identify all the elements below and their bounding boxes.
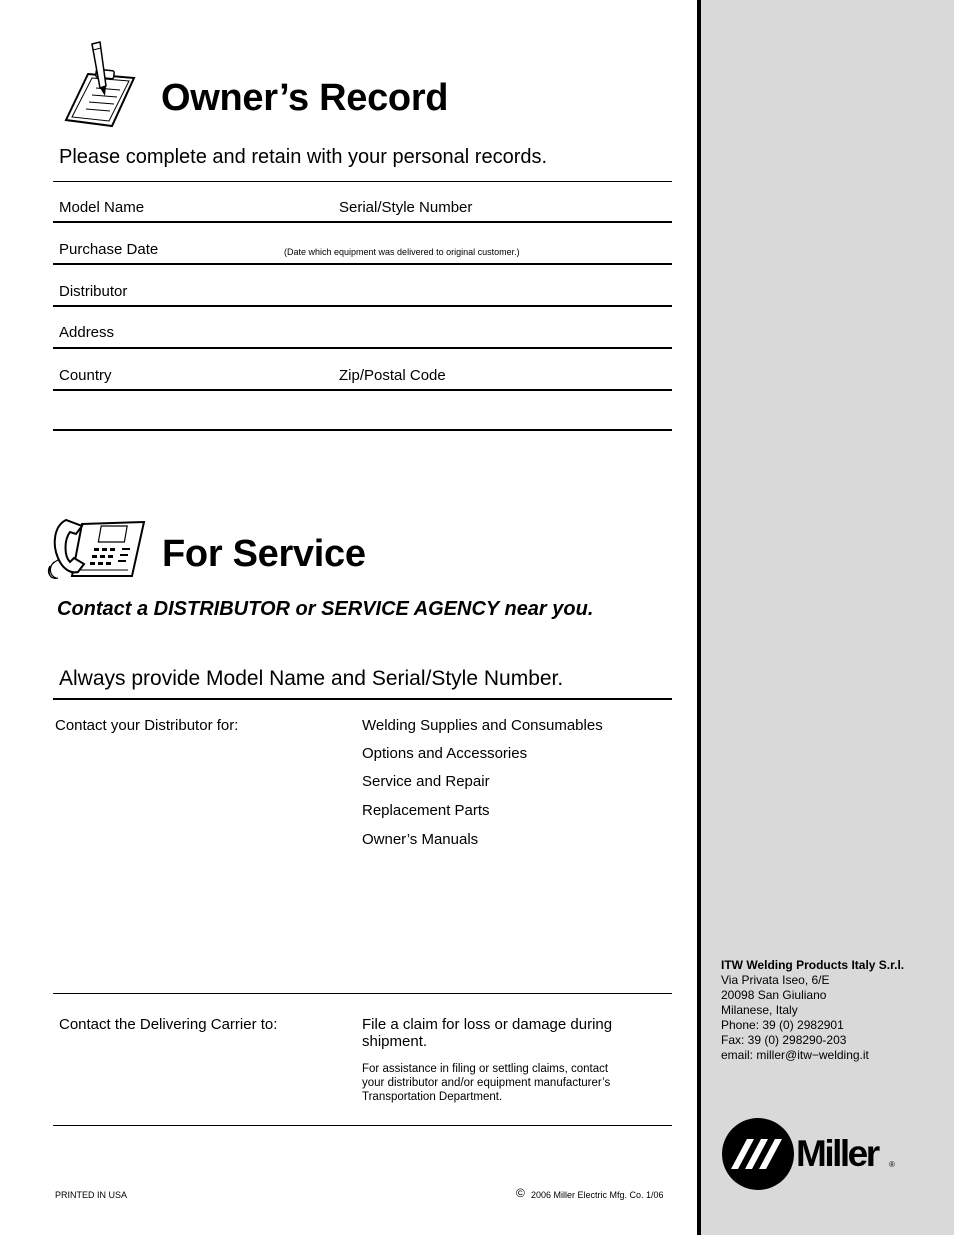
clipboard-icon bbox=[62, 40, 144, 130]
always-provide-line: Always provide Model Name and Serial/Style Number. bbox=[59, 667, 564, 690]
carrier-claim-line: shipment. bbox=[362, 1033, 428, 1050]
company-city: 20098 San Giuliano bbox=[721, 988, 827, 1002]
list-item: Service and Repair bbox=[362, 773, 490, 790]
carrier-contact-label: Contact the Delivering Carrier to: bbox=[59, 1016, 278, 1033]
company-email: email: miller@itw−welding.it bbox=[721, 1048, 869, 1062]
carrier-help-line: your distributor and/or equipment manufacturer’s bbox=[362, 1077, 611, 1089]
telephone-icon bbox=[44, 510, 148, 582]
company-street: Via Privata Iseo, 6/E bbox=[721, 973, 830, 987]
miller-logo-text: Miller bbox=[796, 1133, 878, 1174]
carrier-claim-text bbox=[362, 1016, 612, 1050]
zip-postal-code-label: Zip/Postal Code bbox=[339, 367, 446, 384]
contact-distributor-line: Contact a DISTRIBUTOR or SERVICE AGENCY near you. bbox=[57, 598, 594, 620]
model-name-label: Model Name bbox=[59, 199, 145, 216]
list-item: Owner’s Manuals bbox=[362, 831, 479, 848]
company-fax: Fax: 39 (0) 298290-203 bbox=[721, 1033, 847, 1047]
copyright-symbol: © bbox=[516, 1186, 525, 1200]
miller-logo-icon bbox=[721, 1117, 795, 1191]
carrier-help-line: For assistance in filing or settling claims, contact bbox=[362, 1063, 609, 1075]
address-label: Address bbox=[59, 324, 115, 341]
model-name-line bbox=[53, 221, 672, 223]
blank-line bbox=[53, 429, 672, 431]
list-item: Replacement Parts bbox=[362, 802, 490, 819]
list-item: Options and Accessories bbox=[362, 745, 528, 762]
divider bbox=[53, 993, 672, 994]
country-line bbox=[53, 389, 672, 391]
company-address-block bbox=[721, 958, 946, 1063]
registered-mark: ® bbox=[889, 1160, 895, 1169]
purchase-date-label: Purchase Date bbox=[59, 241, 159, 258]
distributor-contact-label: Contact your Distributor for: bbox=[55, 717, 239, 734]
sidebar-divider bbox=[697, 0, 701, 1235]
company-region: Milanese, Italy bbox=[721, 1003, 798, 1017]
address-line bbox=[53, 347, 672, 349]
divider bbox=[53, 1125, 672, 1126]
divider bbox=[53, 181, 672, 182]
list-item: Welding Supplies and Consumables bbox=[362, 717, 603, 734]
distributor-label: Distributor bbox=[59, 283, 128, 300]
company-phone: Phone: 39 (0) 2982901 bbox=[721, 1018, 844, 1032]
carrier-help-text bbox=[362, 1062, 610, 1104]
copyright-text: 2006 Miller Electric Mfg. Co. 1/06 bbox=[531, 1190, 664, 1200]
carrier-help-line: Transportation Department. bbox=[362, 1091, 503, 1103]
owners-record-intro: Please complete and retain with your personal records. bbox=[59, 146, 548, 168]
divider bbox=[53, 698, 672, 700]
owners-record-title: Owner’s Record bbox=[161, 77, 449, 119]
serial-style-number-label: Serial/Style Number bbox=[339, 199, 473, 216]
printed-in-usa: PRINTED IN USA bbox=[55, 1190, 128, 1200]
distributor-line bbox=[53, 305, 672, 307]
carrier-claim-line: File a claim for loss or damage during bbox=[362, 1016, 613, 1033]
country-label: Country bbox=[59, 367, 112, 384]
company-name: ITW Welding Products Italy S.r.l. bbox=[721, 958, 905, 972]
miller-logo bbox=[721, 1117, 901, 1191]
purchase-date-line bbox=[53, 263, 672, 265]
for-service-title: For Service bbox=[162, 533, 366, 575]
purchase-date-note: (Date which equipment was delivered to original customer.) bbox=[284, 247, 520, 257]
